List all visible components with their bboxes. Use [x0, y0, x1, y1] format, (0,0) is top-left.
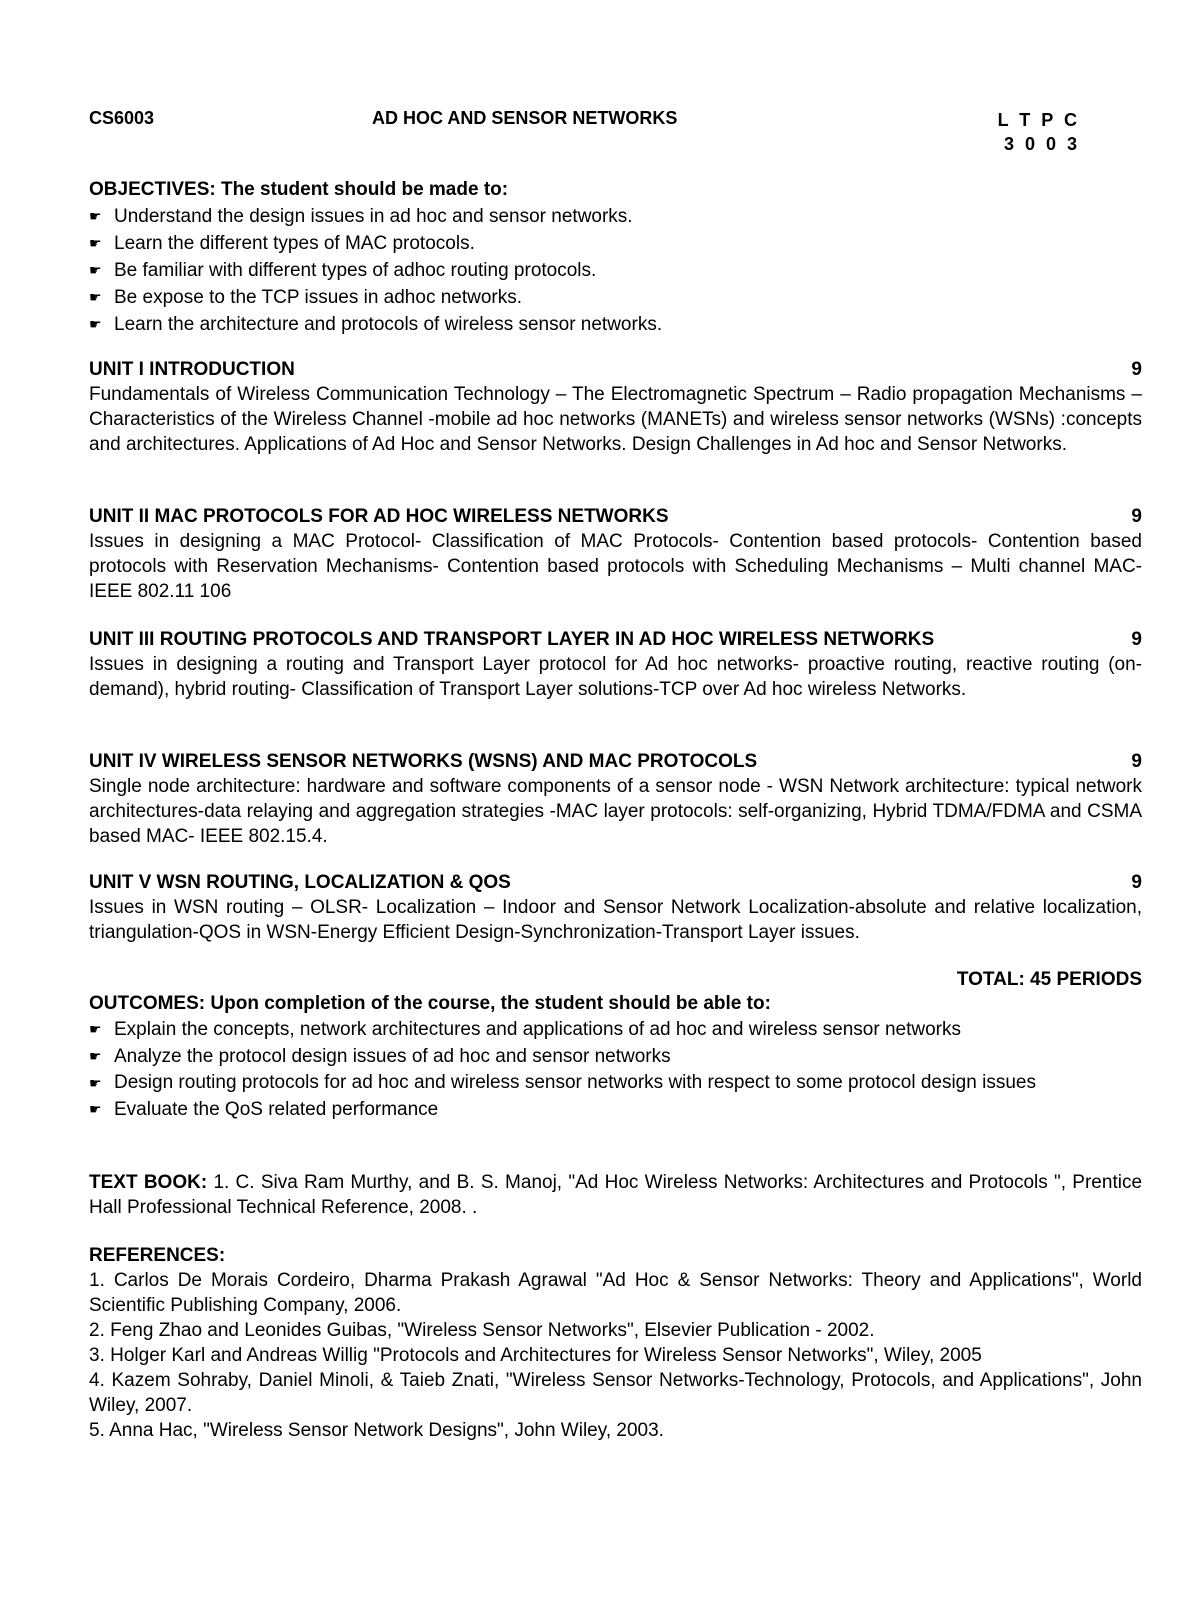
- reference-item: 4. Kazem Sohraby, Daniel Minoli, & Taieb Znati, "Wireless Sensor Networks-Technology, Protocols, and Applications", John Wiley, 2007.: [89, 1370, 1142, 1416]
- reference-item: 1. Carlos De Morais Cordeiro, Dharma Prakash Agrawal "Ad Hoc & Sensor Networks: Theory and Applications", World Scientific Publishing Company, 2006.: [89, 1270, 1142, 1316]
- unit-5-section: [89, 870, 1142, 945]
- objective-text: Learn the different types of MAC protocols.: [114, 233, 475, 254]
- pointing-hand-icon: ☛: [89, 262, 102, 278]
- unit-3-section: [89, 627, 1142, 702]
- objectives-heading: OBJECTIVES: The student should be made to:: [89, 179, 509, 200]
- unit-title: UNIT II MAC PROTOCOLS FOR AD HOC WIRELESS NETWORKS: [89, 506, 669, 527]
- objective-text: Understand the design issues in ad hoc and sensor networks.: [114, 206, 633, 227]
- list-item: [89, 1096, 1142, 1123]
- textbook-label: TEXT BOOK:: [89, 1172, 208, 1193]
- reference-item: 3. Holger Karl and Andreas Willig "Protocols and Architectures for Wireless Sensor Networks", Wiley, 2005: [89, 1345, 982, 1366]
- unit-body: Issues in WSN routing – OLSR- Localization – Indoor and Sensor Network Localization-absolute and relative localization, triangulation-QOS in WSN-Energy Efficient Design-Synchronization-Transport Layer issues.: [89, 897, 1142, 943]
- pointing-hand-icon: ☛: [89, 208, 102, 224]
- unit-1-section: [89, 357, 1142, 457]
- unit-hours: 9: [1131, 872, 1142, 893]
- unit-hours: 9: [1131, 751, 1142, 772]
- list-item: [89, 284, 1142, 311]
- ltpc-block: [998, 108, 1080, 156]
- pointing-hand-icon: ☛: [89, 1021, 102, 1037]
- ltpc-label: L T P C: [997, 110, 1080, 130]
- outcome-text: Design routing protocols for ad hoc and wireless sensor networks with respect to some protocol design issues: [114, 1072, 1036, 1093]
- references-section: [89, 1243, 1142, 1443]
- course-title: AD HOC AND SENSOR NETWORKS: [372, 108, 678, 128]
- list-item: [89, 230, 1142, 257]
- course-header: [89, 108, 1142, 158]
- objective-text: Be expose to the TCP issues in adhoc networks.: [114, 287, 523, 308]
- list-item: [89, 1043, 1142, 1070]
- unit-title: UNIT I INTRODUCTION: [89, 359, 295, 380]
- total-periods: TOTAL: 45 PERIODS: [956, 969, 1142, 990]
- outcome-text: Explain the concepts, network architectures and applications of ad hoc and wireless sensor networks: [114, 1019, 962, 1040]
- unit-body: Fundamentals of Wireless Communication Technology – The Electromagnetic Spectrum – Radio propagation Mechanisms – Characteristics of the Wireless Channel -mobile ad hoc networks (MANETs) and wireless sensor networks (WSNs) :concepts and architectures. Applications of Ad Hoc and Sensor Networks. Design Challenges in Ad hoc and Sensor Networks.: [89, 384, 1142, 455]
- reference-item: 5. Anna Hac, "Wireless Sensor Network Designs", John Wiley, 2003.: [89, 1420, 664, 1441]
- list-item: [89, 1070, 1142, 1096]
- unit-hours: 9: [1131, 359, 1142, 380]
- unit-2-section: [89, 504, 1142, 604]
- unit-heading: [89, 627, 1142, 652]
- unit-heading: [89, 870, 1142, 895]
- outcome-text: Evaluate the QoS related performance: [114, 1099, 439, 1120]
- ltpc-values: 3 0 0 3: [1003, 134, 1080, 154]
- reference-item: 2. Feng Zhao and Leonides Guibas, "Wireless Sensor Networks", Elsevier Publication - 2002.: [89, 1320, 875, 1341]
- pointing-hand-icon: ☛: [89, 289, 102, 305]
- pointing-hand-icon: ☛: [89, 235, 102, 251]
- references-heading: REFERENCES:: [89, 1245, 226, 1266]
- list-item: [89, 1016, 1142, 1043]
- unit-body: Single node architecture: hardware and software components of a sensor node - WSN Network architecture: typical network architectures-data relaying and aggregation strategies -MAC layer protocols: self-organizing, Hybrid TDMA/FDMA and CSMA based MAC- IEEE 802.15.4.: [89, 776, 1142, 847]
- outcomes-section: [89, 991, 1142, 1123]
- pointing-hand-icon: ☛: [89, 1048, 102, 1064]
- objective-text: Be familiar with different types of adhoc routing protocols.: [114, 260, 597, 281]
- unit-hours: 9: [1131, 506, 1142, 527]
- textbook-section: [89, 1170, 1142, 1220]
- unit-heading: [89, 504, 1142, 529]
- list-item: [89, 203, 1142, 230]
- objective-text: Learn the architecture and protocols of wireless sensor networks.: [114, 314, 663, 335]
- unit-title: UNIT III ROUTING PROTOCOLS AND TRANSPORT LAYER IN AD HOC WIRELESS NETWORKS: [89, 629, 935, 650]
- pointing-hand-icon: ☛: [89, 1101, 102, 1117]
- list-item: [89, 311, 1142, 338]
- list-item: [89, 257, 1142, 284]
- unit-title: UNIT IV WIRELESS SENSOR NETWORKS (WSNS) AND MAC PROTOCOLS: [89, 751, 758, 772]
- outcome-text: Analyze the protocol design issues of ad hoc and sensor networks: [114, 1046, 671, 1067]
- course-code: CS6003: [89, 108, 155, 128]
- unit-hours: 9: [1131, 629, 1142, 650]
- unit-body: Issues in designing a MAC Protocol- Classification of MAC Protocols- Contention based protocols- Contention based protocols with Reservation Mechanisms- Contention based protocols with Scheduling Mechanisms – Multi channel MAC-IEEE 802.11 106: [89, 531, 1142, 602]
- unit-body: Issues in designing a routing and Transport Layer protocol for Ad hoc networks- proactive routing, reactive routing (on-demand), hybrid routing- Classification of Transport Layer solutions-TCP over Ad hoc wireless Networks.: [89, 654, 1142, 700]
- pointing-hand-icon: ☛: [89, 1075, 102, 1091]
- unit-4-section: [89, 749, 1142, 849]
- pointing-hand-icon: ☛: [89, 316, 102, 332]
- outcomes-heading: OUTCOMES: Upon completion of the course, the student should be able to:: [89, 993, 771, 1014]
- textbook-text: 1. C. Siva Ram Murthy, and B. S. Manoj, "Ad Hoc Wireless Networks: Architectures and Protocols ", Prentice Hall Professional Technical Reference, 2008. .: [89, 1172, 1143, 1218]
- unit-heading: [89, 749, 1142, 774]
- objectives-section: [89, 176, 1142, 338]
- unit-title: UNIT V WSN ROUTING, LOCALIZATION & QOS: [89, 872, 511, 893]
- unit-heading: [89, 357, 1142, 382]
